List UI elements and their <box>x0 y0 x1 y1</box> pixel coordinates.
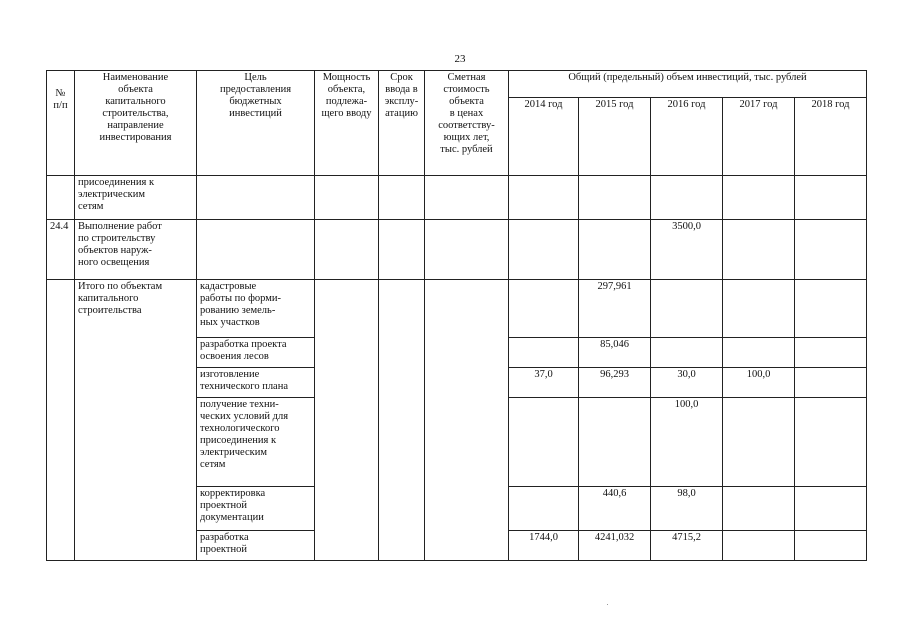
total-item-2017 <box>723 338 795 368</box>
row-value-2018 <box>795 220 867 280</box>
total-item-2016 <box>651 338 723 368</box>
row-name: присоединения к электрическим сетям <box>75 176 197 220</box>
total-name: Итого по объектам капитального строительства <box>75 280 197 561</box>
row-capacity <box>315 176 379 220</box>
total-item-2014 <box>509 280 579 338</box>
row-term <box>379 176 425 220</box>
row-value-2017 <box>723 176 795 220</box>
header-num <box>47 71 75 176</box>
total-item-2016: 98,0 <box>651 487 723 531</box>
total-item-2018 <box>795 487 867 531</box>
header-year-2018: 2018 год <box>795 98 867 176</box>
total-item-2014: 37,0 <box>509 368 579 398</box>
total-item-2018 <box>795 338 867 368</box>
row-value-2017 <box>723 220 795 280</box>
header-year-2016: 2016 год <box>651 98 723 176</box>
header-purpose: Цель предоставления бюджетных инвестиций <box>197 71 315 176</box>
total-capacity <box>315 280 379 561</box>
total-item-purpose: разработка проекта освоения лесов <box>197 338 315 368</box>
row-value-2018 <box>795 176 867 220</box>
table-row <box>47 280 867 338</box>
row-name: Выполнение работ по строительству объектов наруж- ного освещения <box>75 220 197 280</box>
header-cost: Сметная стоимость объекта в ценах соответству- ющих лет, тыс. рублей <box>425 71 509 176</box>
total-item-2015: 96,293 <box>579 368 651 398</box>
table-row <box>47 176 867 220</box>
total-item-2017 <box>723 531 795 561</box>
total-item-2015: 4241,032 <box>579 531 651 561</box>
total-cost <box>425 280 509 561</box>
total-item-2017: 100,0 <box>723 368 795 398</box>
total-item-2016: 30,0 <box>651 368 723 398</box>
total-item-2014: 1744,0 <box>509 531 579 561</box>
header-capacity: Мощность объекта, подлежа- щего вводу <box>315 71 379 176</box>
total-item-purpose: разработка проектной <box>197 531 315 561</box>
header-term: Срок ввода в эксплу- атацию <box>379 71 425 176</box>
row-value-2016 <box>651 176 723 220</box>
total-item-2015 <box>579 398 651 487</box>
total-item-2018 <box>795 280 867 338</box>
total-item-2016 <box>651 280 723 338</box>
total-item-2016: 4715,2 <box>651 531 723 561</box>
total-item-2018 <box>795 531 867 561</box>
total-item-2015: 440,6 <box>579 487 651 531</box>
row-value-2015 <box>579 220 651 280</box>
header-year-2017: 2017 год <box>723 98 795 176</box>
total-item-2014 <box>509 338 579 368</box>
header-name: Наименование объекта капитального строительства, направление инвестирования <box>75 71 197 176</box>
total-item-2017 <box>723 280 795 338</box>
header-total-volume: Общий (предельный) объем инвестиций, тыс. рублей <box>509 71 867 98</box>
total-item-2018 <box>795 398 867 487</box>
total-item-purpose: кадастровые работы по форми- рованию земель- ных участков <box>197 280 315 338</box>
header-year-2014: 2014 год <box>509 98 579 176</box>
total-item-2016: 100,0 <box>651 398 723 487</box>
row-term <box>379 220 425 280</box>
row-purpose <box>197 220 315 280</box>
row-num: 24.4 <box>47 220 75 280</box>
row-cost <box>425 176 509 220</box>
row-capacity <box>315 220 379 280</box>
header-year-2015: 2015 год <box>579 98 651 176</box>
total-term <box>379 280 425 561</box>
row-value-2014 <box>509 220 579 280</box>
total-item-2014 <box>509 398 579 487</box>
investment-table <box>46 70 867 561</box>
scan-speck <box>607 604 608 605</box>
row-value-2015 <box>579 176 651 220</box>
total-item-purpose: изготовление технического плана <box>197 368 315 398</box>
total-item-2017 <box>723 398 795 487</box>
total-item-purpose: получение техни- ческих условий для технологического присоединения к электрическим сетям <box>197 398 315 487</box>
row-value-2014 <box>509 176 579 220</box>
total-item-2017 <box>723 487 795 531</box>
table-row <box>47 220 867 280</box>
total-item-2015: 85,046 <box>579 338 651 368</box>
row-value-2016: 3500,0 <box>651 220 723 280</box>
header-num-text: № п/п <box>53 88 68 111</box>
row-num <box>47 176 75 220</box>
row-purpose <box>197 176 315 220</box>
page-number: 23 <box>454 53 466 65</box>
total-item-2015: 297,961 <box>579 280 651 338</box>
total-item-purpose: корректировка проектной документации <box>197 487 315 531</box>
total-item-2014 <box>509 487 579 531</box>
total-item-2018 <box>795 368 867 398</box>
total-num <box>47 280 75 561</box>
row-cost <box>425 220 509 280</box>
